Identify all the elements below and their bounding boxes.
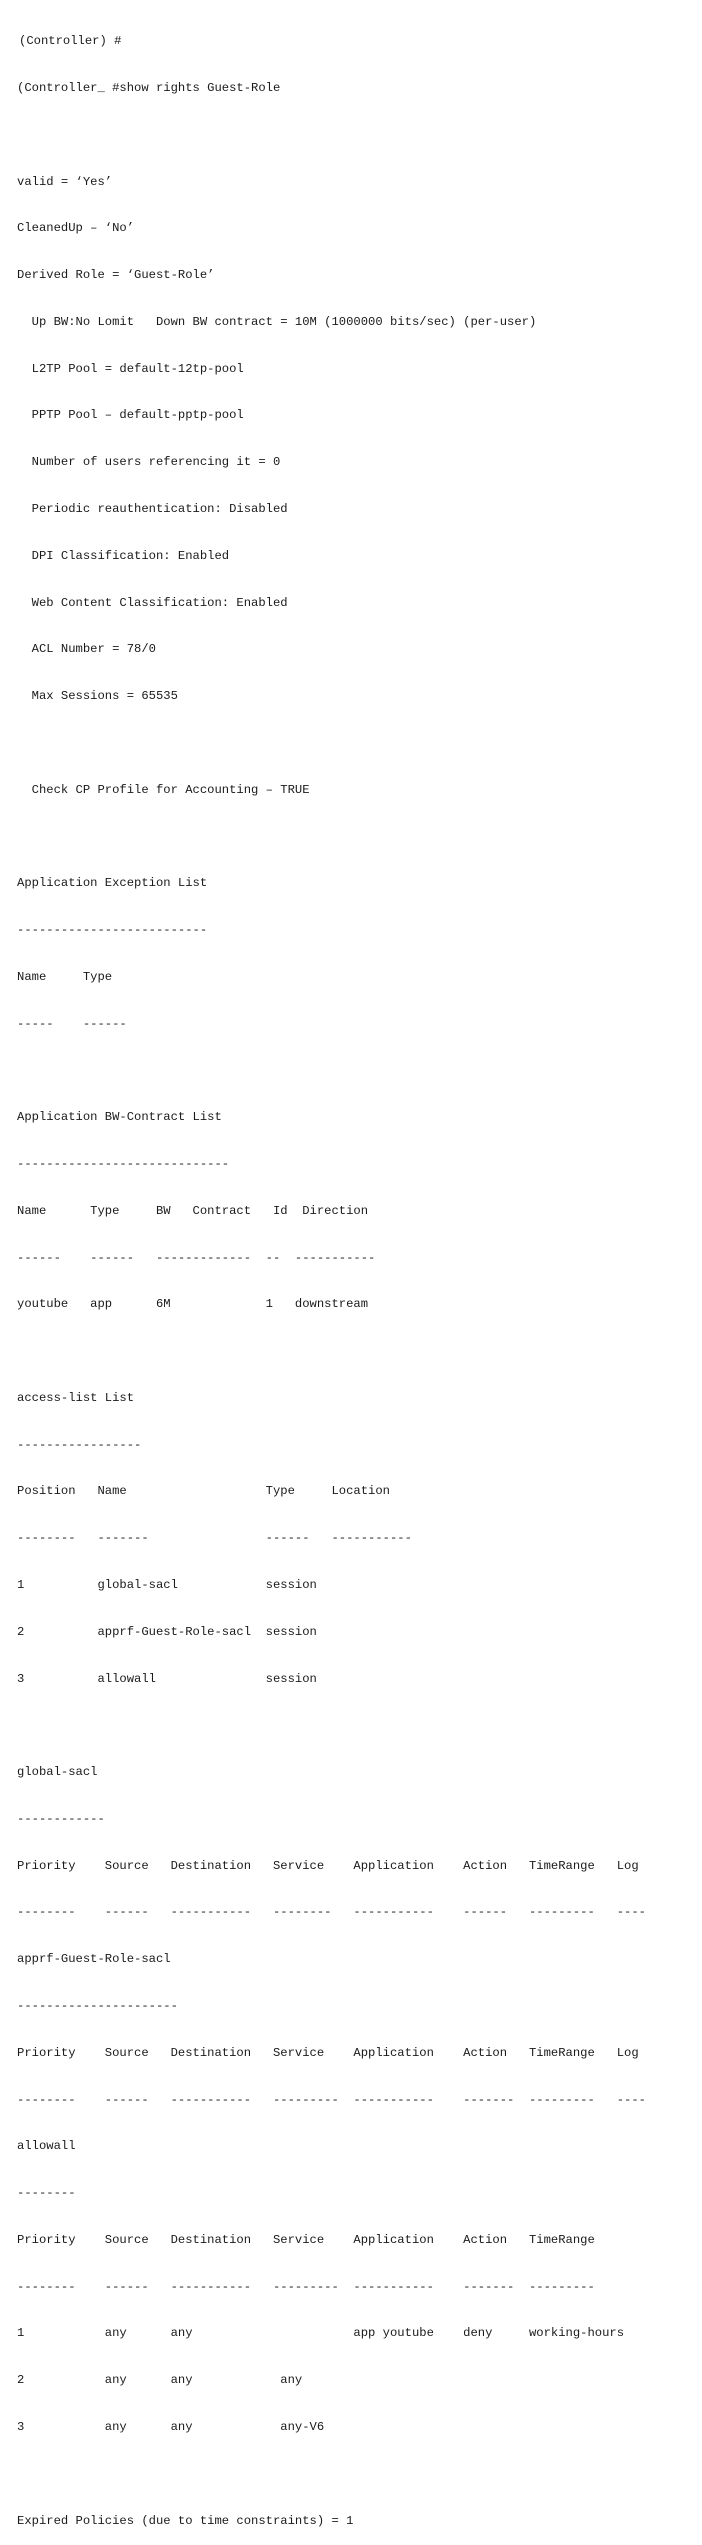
output-line-cleanedup: CleanedUp – ‘No’ <box>17 221 135 236</box>
table-header: Position Name Type Location <box>17 1484 390 1499</box>
table-header: Name Type <box>17 969 113 984</box>
section-title-apprf-sacl: apprf-Guest-Role-sacl <box>17 1952 171 1967</box>
output-line-dpi: DPI Classification: Enabled <box>17 548 230 563</box>
section-title-bw-contract: Application BW-Contract List <box>17 1110 222 1125</box>
section-rule: ----------------------------- <box>17 1156 230 1171</box>
output-line-acl-number: ACL Number = 78/0 <box>17 642 156 657</box>
table-header-rule: ----- ------ <box>17 1016 127 1031</box>
table-row: 3 allowall session <box>17 1671 317 1686</box>
section-rule: -------------------------- <box>17 923 208 938</box>
table-header: Priority Source Destination Service Application Action TimeRange Log <box>17 2045 639 2060</box>
table-row: 1 any any app youtube deny working-hours <box>17 2326 625 2341</box>
blank-line <box>17 829 697 845</box>
output-line-expired-policies: Expired Policies (due to time constraints) = 1 <box>17 2513 354 2528</box>
table-header: Name Type BW Contract Id Direction <box>17 1203 369 1218</box>
output-line-web-content: Web Content Classification: Enabled <box>17 595 288 610</box>
table-header-rule: -------- ------ ----------- -------- ----------- ------ --------- ---- <box>17 1905 646 1920</box>
blank-line <box>17 1344 697 1360</box>
blank-line <box>17 1718 697 1734</box>
blank-line <box>17 1063 697 1079</box>
table-row: 3 any any any-V6 <box>17 2420 325 2435</box>
output-line-reauth: Periodic reauthentication: Disabled <box>17 502 288 516</box>
table-row: 2 apprf-Guest-Role-sacl session <box>17 1624 317 1639</box>
table-header-rule: -------- ------ ----------- --------- ----------- ------- --------- <box>17 2279 595 2294</box>
output-line-max-sessions: Max Sessions = 65535 <box>17 689 178 704</box>
output-line-cp-profile: Check CP Profile for Accounting – TRUE <box>17 782 310 797</box>
table-header: Priority Source Destination Service Application Action TimeRange Log <box>17 1858 639 1873</box>
prompt-line: (Controller) # <box>19 34 122 49</box>
output-line-derived-role: Derived Role = ‘Guest-Role’ <box>17 268 215 283</box>
section-title-access-list: access-list List <box>17 1390 135 1405</box>
output-line-bandwidth: Up BW:No Lomit Down BW contract = 10M (1000000 bits/sec) (per-user) <box>17 314 537 329</box>
blank-line <box>17 736 697 752</box>
output-line-pptp-pool: PPTP Pool – default-pptp-pool <box>17 408 244 423</box>
command-line: (Controller_ #show rights Guest-Role <box>17 80 281 95</box>
section-title-app-exception: Application Exception List <box>17 876 208 891</box>
table-header-rule: ------ ------ ------------- -- ----------- <box>17 1250 376 1265</box>
section-rule: ---------------------- <box>17 1999 178 2013</box>
table-row: 2 any any any <box>17 2373 303 2388</box>
section-title-allowall: allowall <box>17 2139 76 2154</box>
section-rule: -------- <box>17 2186 76 2201</box>
output-line-users-referencing: Number of users referencing it = 0 <box>17 455 281 470</box>
output-line-valid: valid = ‘Yes’ <box>17 174 113 189</box>
table-header: Priority Source Destination Service Application Action TimeRange <box>17 2232 595 2247</box>
section-rule: ------------ <box>17 1811 105 1826</box>
section-title-global-sacl: global-sacl <box>17 1765 98 1780</box>
section-rule: ----------------- <box>17 1437 142 1452</box>
table-header-rule: -------- ------- ------ ----------- <box>17 1531 412 1546</box>
blank-line <box>17 2467 697 2483</box>
blank-line <box>17 128 697 144</box>
table-header-rule: -------- ------ ----------- --------- ----------- ------- --------- ---- <box>17 2092 646 2107</box>
table-row: youtube app 6M 1 downstream <box>17 1297 369 1312</box>
table-row: 1 global-sacl session <box>17 1577 317 1592</box>
output-line-l2tp-pool: L2TP Pool = default-12tp-pool <box>17 361 244 376</box>
terminal-output <box>17 3 697 2545</box>
